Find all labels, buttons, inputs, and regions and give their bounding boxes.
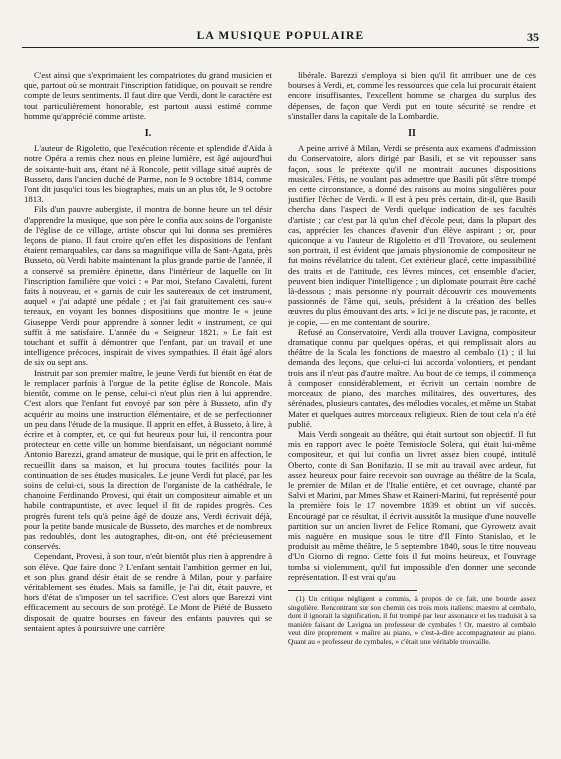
paragraph: Fils d'un pauvre aubergiste, il montra de bonne heure un tel désir d'apprendre la musique, que son père le confia aux soins de l'organiste de l'église de ce village, artiste obscur qui lui donna ses premières leçons de piano. Il faut croire qu'en effet les dispositions de l'enfant étaient remarquables, car dans sa magnifique villa de Sant-Agata, près Busseto, où Verdi habite maintenant la plus grande partie de l'année, il a conservé sa première épinette, dans l'intérieur de laquelle on lit l'inscription familière que voici : « Par moi, Stefano Cavaletti, furent faits à nouveau, et « garnis de cuir les sautereaux de cet instrument, auquel « j'ai adapté une pédale ; et j'ai fait gratuitement ces sau-« tereaux, en voyant les bonnes dispositions que montre le « jeune Giuseppe Verdi pour apprendre à sonner ledit « instrument, ce qui suffit à me satisfaire. L'année du « Seigneur 1821. » Le fait est touchant et suffit à démontrer que l'enfant, par un travail et une intelligence précoces, inspirait de vives sympathies. Il était âgé alors de six ou sept ans. bbox=[24, 204, 272, 368]
footnote-text: (1) Un critique négligent a commis, à propos de ce fait, une bourde assez singulière. Rencontrant sur son chemin ces trois mots italiens: maestro al cembalo, dont il ignorait la signification, il fut trompé par leur assonance et les traduisit à sa manière faisant de Lavigna un professeur de cymbales ! Or, maestro al cembalo veut dire proprement « maître au piano, » c'est-à-dire accompagnateur au piano. Quant au « professeur de cymbales, » c'était une véritable trouvaille. bbox=[288, 593, 536, 646]
running-title: LA MUSIQUE POPULAIRE bbox=[196, 30, 365, 42]
section-heading: II bbox=[408, 128, 416, 140]
left-column bbox=[24, 70, 272, 746]
footnote-divider bbox=[288, 590, 417, 591]
paragraph: L'auteur de Rigoletto, que l'exécution récente et splendide d'Aïda à notre Opéra a remis chez nous en pleine lumière, est âgé aujourd'hui de soixante-huit ans, étant né à Roncole, petit village situé auprès de Busseto, dans l'ancien duché de Parme, non le 9 octobre 1814, comme l'ont dit jusqu'ici tous les biographes, mais un an plus tôt, le 9 octobre 1813. bbox=[24, 143, 272, 205]
paragraph: Cependant, Provesi, à son tour, n'eût bientôt plus rien à apprendre à son élève. Que faire donc ? L'enfant sentait l'ambition germer en lui, et son plus grand désir était de se rendre à Milan, pour y parfaire véritablement ses études. Mais sa famille, je l'ai dit, était pauvre, et hors d'état de s'imposer un tel sacrifice. C'est alors que Barezzi vint efficacement au secours de son protégé. Le Mont de Piété de Busseto disposait de quatre bourses en faveur des enfants pauvres qui se sentaient aptes à poursuivre une carrière bbox=[24, 551, 272, 633]
paragraph: libérale. Barezzi s'employa si bien qu'il fit attribuer une de ces bourses à Verdi, et, comme les ressources que cela lui procurait étaient encore insuffisantes, l'excellent homme se chargea du surplus des dépenses, de façon que Verdi put en toute sécurité se rendre et s'installer dans la capitale de la Lombardie. bbox=[288, 70, 536, 121]
page-number: 35 bbox=[527, 30, 539, 44]
right-column bbox=[288, 70, 536, 746]
two-column-body bbox=[24, 70, 536, 746]
paragraph: Refusé au Conservatoire, Verdi alla trouver Lavigna, compositeur dramatique connu par quelques opéras, et qui remplissait alors au théâtre de la Scala les fonctions de maestro al cembalo (1) ; il lui demanda des leçons, que celui-ci lui accorda volontiers, et pendant trois ans il n'eut pas d'autre maître. Au bout de ce temps, il commença à composer considérablement, et écrivit un certain nombre de morceaux de piano, des marches militaires, des ouvertures, des sérénades, plusieurs cantates, des mélodies vocales, et même un Stabat Mater et quelques autres morceaux religieux. Rien de tout cela n'a été publié. bbox=[288, 326, 536, 429]
footnote bbox=[288, 595, 536, 647]
paragraph: Mais Verdi songeait au théâtre, qui était surtout son objectif. Il fut mis en rapport avec le poète Temistocle Solera, qui était lui-même compositeur, et qui lui confia un livret assez bien coupé, intitulé Oberto, conte di San Bonifazio. Il se mit au travail avec ardeur, fut assez heureux pour faire recevoir son ouvrage au théâtre de la Scala, le premier de Milan et de l'Italie entière, et cet ouvrage, chanté par Salvi et Marini, par Mmes Shaw et Raineri-Marini, fut représenté pour la première fois le 17 novembre 1839 et obtint un vif succès. Encouragé par ce résultat, il écrivit aussitôt la musique d'une nouvelle partition sur un ancien livret de Felice Romani, que Gyrowetz avait mis naguère en musique sous le titre d'Il Finto Stanislao, et le produisit au même théâtre, le 5 septembre 1840, sous le titre nouveau d'Un Giorno di regno. Cette fois il fut moins heureux, et l'ouvrage tomba si violemment, qu'il fut impossible d'en donner une seconde représentation. Il est vrai qu'au bbox=[288, 428, 536, 582]
paragraph: C'est ainsi que s'exprimaient les compatriotes du grand musicien et que, partout où se montrait l'inscription fatidique, on pouvait se rendre compte de leurs sentiments. Il faut dire que Verdi, dont le caractère est tout particulièrement honorable, est partout aussi estimé comme homme qu'apprécié comme artiste. bbox=[24, 70, 272, 121]
paragraph: A peine arrivé à Milan, Verdi se présenta aux examens d'admission du Conservatoire, alors dirigé par Basili, et se vit repousser sans façon, sous le prétexte qu'il ne montrait aucunes dispositions musicales. Fétis, ne voulant pas admettre que Basili pût s'être trompé en cette circonstance, a donné des raisons au moins singulières pour justifier l'échec de Verdi. « Il est à peu près certain, dit-il, que Basili chercha dans l'aspect de Verdi quelque indication de ses facultés d'artiste ; car c'est par là qu'un chef d'école peut, dans la plupart des cas, apprécier les chances d'avenir d'un élève aspirant ; or, pour quiconque a vu l'auteur de Rigoletto et d'Il Trovatore, ou seulement son portrait, il est évident que jamais physionomie de compositeur ne fut moins révélatrice du talent. Cet extérieur glacé, cette impassibilité des traits et de l'attitude, ces lèvres minces, cet ensemble d'acier, peuvent bien indiquer l'intelligence ; un diplomate pourrait être caché là-dessous ; mais personne n'y pourrait découvrir ces mouvements passionnés de l'âme qui, seuls, président à la création des belles œuvres du plus émouvant des arts. » Ici je ne discute pas, je raconte, et je copie, — en me contentant de sourire. bbox=[288, 143, 536, 327]
section-heading: I. bbox=[144, 128, 152, 140]
paragraph: Instruit par son premier maître, le jeune Verdi fut bientôt en état de le remplacer parfois à l'orgue de la petite église de Roncole. Mais bientôt, comme on le pense, celui-ci n'eut plus rien à lui apprendre. C'est alors que l'enfant fut envoyé par son père à Busseto, afin d'y acquérir au moins une instruction élémentaire, et de se perfectionner un peu dans l'étude de la musique. Il apprit en effet, à Busseto, à lire, à écrire et à compter, et, ce qui fut heureux pour lui, il rencontra pour protecteur en cette ville un homme bienfaisant, un négociant nommé Antonio Barezzi, grand amateur de musique, qui le prit en affection, le recueillit dans sa maison, et lui procura toutes facilités pour la continuation de ses études musicales. Le jeune Verdi fut placé, par les soins de celui-ci, sous la direction de l'organiste de la cathédrale, le chanoine Ferdinando Provesi, qui était un compositeur aimable et un habile contrapuntiste, et avec lequel il fit de rapides progrès. Ces progrès furent tels qu'à peine âgé de douze ans, Verdi écrivait déjà, pour la petite bande musicale de Busseto, des marches et de nombreux pas redoublés, dont les autographes, dit-on, ont été précieusement conservés. bbox=[24, 367, 272, 552]
running-header bbox=[22, 30, 539, 48]
